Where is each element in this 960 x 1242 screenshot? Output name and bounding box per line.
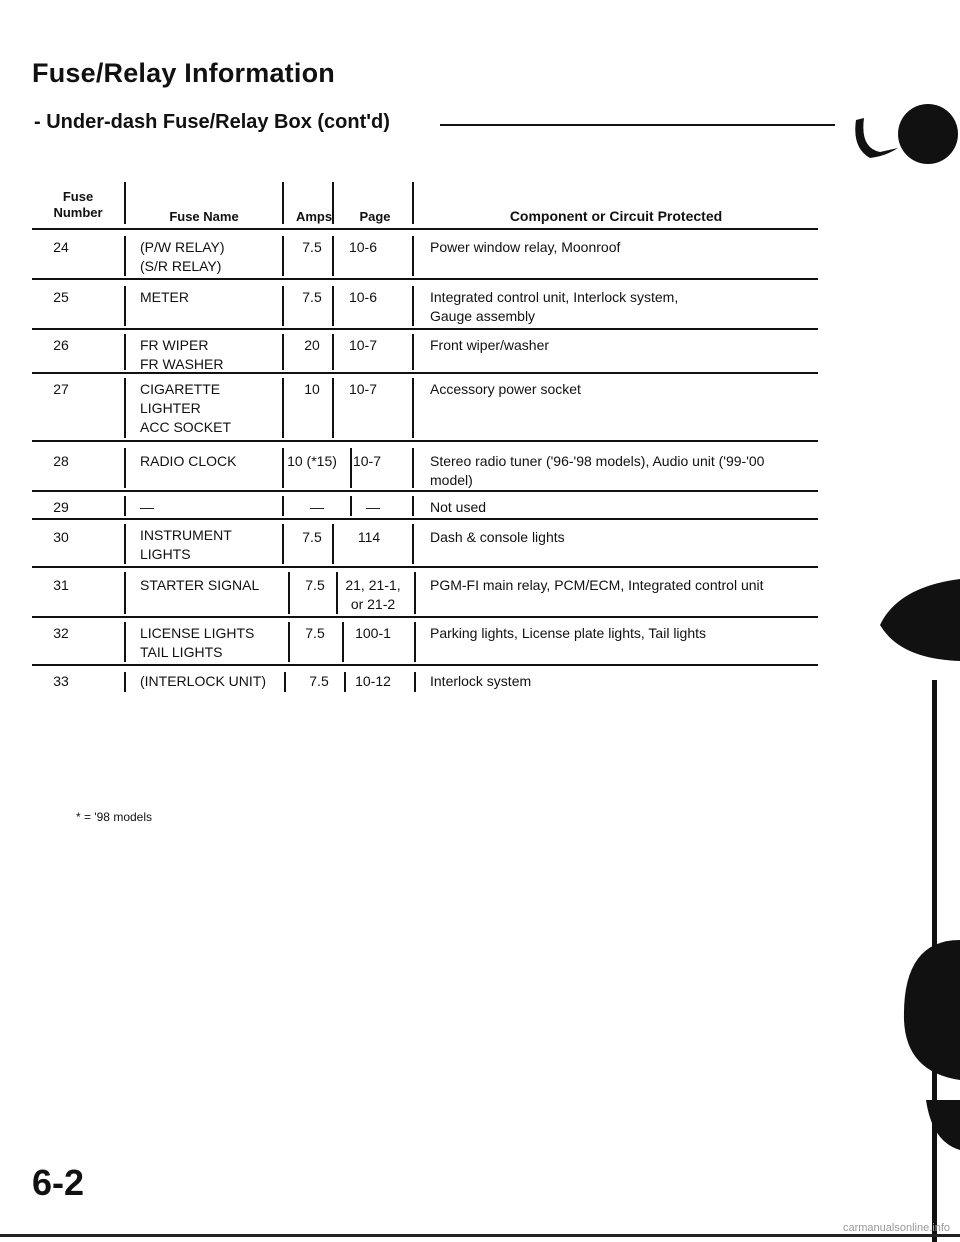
cell-divider <box>282 448 284 488</box>
cell-divider <box>332 524 334 564</box>
component-protected: Front wiper/washer <box>430 337 550 353</box>
fuse-amps: 7.5 <box>309 673 329 689</box>
fuse-page: 10-12 <box>355 673 391 689</box>
fuse-name: (INTERLOCK UNIT) <box>140 673 266 689</box>
fuse-amps: 10 (*15) <box>287 453 337 469</box>
fuse-amps: — <box>310 499 324 515</box>
cell-divider <box>282 286 284 326</box>
fuse-name: STARTER SIGNAL <box>140 577 260 593</box>
fuse-amps: 20 <box>304 337 320 353</box>
fuse-number: 25 <box>53 289 69 305</box>
component-protected: Integrated control unit, Interlock system, Gauge assembly <box>430 289 679 324</box>
fuse-name: — <box>140 499 154 515</box>
fuse-page: 10-6 <box>348 239 378 255</box>
cell-divider <box>414 672 416 692</box>
row-rule <box>32 566 818 568</box>
cell-divider <box>124 496 126 516</box>
fuse-page: 10-7 <box>348 337 378 353</box>
row-rule <box>32 278 818 280</box>
cell-divider <box>412 286 414 326</box>
fuse-name: LICENSE LIGHTS TAIL LIGHTS <box>140 625 255 660</box>
cell-divider <box>414 622 416 662</box>
cell-divider <box>124 236 126 276</box>
page-number: 6-2 <box>32 1162 85 1203</box>
column-header-number: Fuse Number <box>53 189 103 220</box>
row-rule <box>32 518 818 520</box>
cell-divider <box>412 524 414 564</box>
component-protected: Parking lights, License plate lights, Tail lights <box>430 625 707 641</box>
row-rule <box>32 664 818 666</box>
fuse-amps: 7.5 <box>305 577 325 593</box>
fuse-number: 29 <box>53 499 69 515</box>
cell-divider <box>344 672 346 692</box>
fuse-page: 21, 21-1, or 21-2 <box>345 577 401 612</box>
bottom-rule <box>0 1234 960 1237</box>
fuse-name: RADIO CLOCK <box>140 453 237 469</box>
cell-divider <box>282 236 284 276</box>
fuse-name: FR WIPER FR WASHER <box>140 337 224 372</box>
cell-divider <box>332 334 334 370</box>
fuse-amps: 10 <box>304 381 320 397</box>
cell-divider <box>412 236 414 276</box>
cell-divider <box>124 334 126 370</box>
fuse-number: 30 <box>53 529 69 545</box>
subtitle-rule <box>440 124 835 126</box>
cell-divider <box>412 334 414 370</box>
cell-divider <box>124 524 126 564</box>
fuse-number: 33 <box>53 673 69 689</box>
fuse-name: (P/W RELAY) (S/R RELAY) <box>140 239 225 274</box>
fuse-number: 28 <box>53 453 69 469</box>
fuse-page: 100-1 <box>355 625 391 641</box>
cell-divider <box>412 448 414 488</box>
component-protected: Interlock system <box>430 673 532 689</box>
column-header-component: Component or Circuit Protected <box>509 208 723 224</box>
component-protected: Not used <box>430 499 487 515</box>
component-protected: Power window relay, Moonroof <box>430 239 621 255</box>
fuse-name: CIGARETTE LIGHTER ACC SOCKET <box>140 381 232 435</box>
header-rule <box>32 228 818 230</box>
cell-divider <box>124 572 126 614</box>
header-divider <box>282 182 284 224</box>
cell-divider <box>414 572 416 614</box>
fuse-amps: 7.5 <box>302 529 322 545</box>
fuse-page: 114 <box>357 529 381 545</box>
page-title: Fuse/Relay Information <box>32 58 335 88</box>
cell-divider <box>124 378 126 438</box>
fuse-amps: 7.5 <box>302 239 322 255</box>
fuse-page: 10-6 <box>348 289 378 305</box>
cell-divider <box>282 334 284 370</box>
section-subtitle: - Under-dash Fuse/Relay Box (cont'd) <box>34 111 390 133</box>
header-divider <box>332 182 334 224</box>
fuse-amps: 7.5 <box>305 625 325 641</box>
header-divider <box>412 182 414 224</box>
cell-divider <box>282 378 284 438</box>
fuse-page: 10-7 <box>348 381 378 397</box>
footnote: * = '98 models <box>76 810 153 824</box>
row-rule <box>32 616 818 618</box>
fuse-number: 24 <box>53 239 69 255</box>
fuse-name: METER <box>140 289 189 305</box>
row-rule <box>32 490 818 492</box>
fuse-number: 31 <box>53 577 69 593</box>
cell-divider <box>124 672 126 692</box>
row-rule <box>32 372 818 374</box>
fuse-number: 32 <box>53 625 69 641</box>
cell-divider <box>124 448 126 488</box>
component-protected: Accessory power socket <box>430 381 581 397</box>
cell-divider <box>124 286 126 326</box>
column-header-amps: Amps <box>295 209 333 224</box>
cell-divider <box>336 572 338 614</box>
fuse-number: 27 <box>53 381 69 397</box>
column-header-page: Page <box>359 209 391 224</box>
cell-divider <box>332 378 334 438</box>
component-protected: Dash & console lights <box>430 529 565 545</box>
column-header-fuse-name: Fuse Name <box>169 209 239 224</box>
cell-divider <box>342 622 344 662</box>
cell-divider <box>282 524 284 564</box>
fuse-number: 26 <box>53 337 69 353</box>
fuse-name: INSTRUMENT LIGHTS <box>140 527 232 562</box>
component-protected: PGM-FI main relay, PCM/ECM, Integrated control unit <box>430 577 764 593</box>
cell-divider <box>288 572 290 614</box>
cell-divider <box>350 496 352 516</box>
fuse-page: — <box>366 499 380 515</box>
cell-divider <box>332 236 334 276</box>
cell-divider <box>124 622 126 662</box>
cell-divider <box>332 286 334 326</box>
fuse-page: 10-7 <box>352 453 382 469</box>
cell-divider <box>288 622 290 662</box>
cell-divider <box>282 496 284 516</box>
cell-divider <box>412 378 414 438</box>
cell-divider <box>412 496 414 516</box>
row-rule <box>32 328 818 330</box>
cell-divider <box>350 448 352 488</box>
cell-divider <box>284 672 286 692</box>
watermark: carmanualsonline.info <box>842 1222 950 1234</box>
fuse-amps: 7.5 <box>302 289 322 305</box>
row-rule <box>32 440 818 442</box>
header-divider <box>124 182 126 224</box>
component-protected: Stereo radio tuner ('96-'98 models), Audio unit ('99-'00 model) <box>430 453 765 488</box>
